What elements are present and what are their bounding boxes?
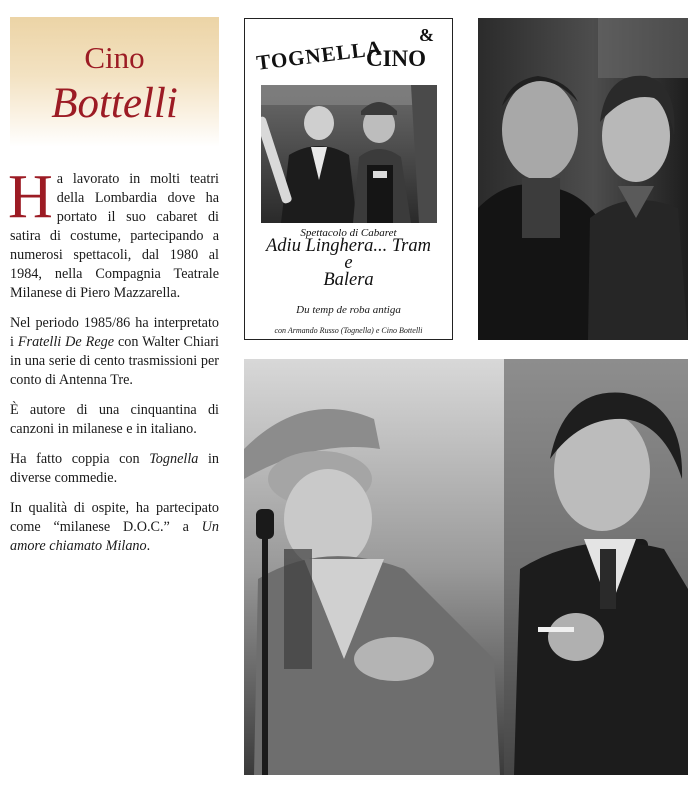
poster-title-tognella: TOGNELLA bbox=[255, 35, 384, 75]
drop-cap: H bbox=[8, 163, 53, 231]
first-name: Cino bbox=[84, 40, 145, 75]
poster-photo bbox=[261, 85, 437, 223]
show-poster bbox=[244, 18, 453, 340]
bio-paragraph-1: Ha lavorato in molti teatri della Lombardia dove ha portato il suo cabaret di satira di costume, partecipando a numerosi spettacoli, dal 1980 al 1984, nella Compagnia Teatrale Milanese di Piero Mazzarella. bbox=[8, 163, 219, 301]
un-amore-chiamato-milano: Un amore chiamato Milano bbox=[10, 519, 219, 554]
poster-show-title: Adiu Linghera... Tram e Balera bbox=[266, 236, 431, 290]
tognella: Tognella bbox=[149, 451, 199, 467]
portrait-photo bbox=[478, 18, 688, 340]
bio-paragraph-3: È autore di una cinquantina di canzoni in milanese e in italiano. bbox=[10, 402, 219, 437]
biography bbox=[8, 163, 220, 567]
bio-paragraph-2: Nel periodo 1985/86 ha interpretato i Fratelli De Rege con Walter Chiari in una serie di cento trasmissioni per conto di Antenna Tre. bbox=[10, 315, 219, 388]
last-name: Bottelli bbox=[51, 80, 178, 127]
poster-subtitle: Spettacolo di Cabaret bbox=[300, 227, 397, 239]
poster-title-cino: CINO bbox=[366, 46, 427, 71]
poster-tagline: Du temp de roba antiga bbox=[296, 304, 401, 316]
header-box bbox=[10, 17, 219, 147]
poster-ampersand: & bbox=[419, 25, 434, 45]
poster-credits: con Armando Russo (Tognella) e Cino Bottelli bbox=[274, 326, 423, 335]
fratelli-de-rege: Fratelli De Rege bbox=[17, 334, 115, 350]
stage-photo bbox=[244, 359, 688, 775]
bio-paragraph-5: In qualità di ospite, ha partecipato come “milanese D.O.C.” a Un amore chiamato Milano. bbox=[10, 500, 219, 554]
bio-paragraph-4: Ha fatto coppia con Tognella in diverse commedie. bbox=[10, 451, 220, 486]
